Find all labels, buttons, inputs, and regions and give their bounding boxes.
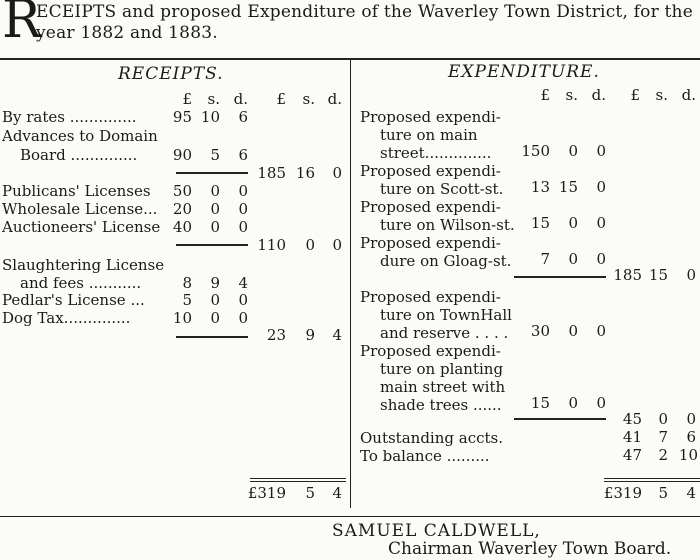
expenditure-total-pounds: £319 <box>603 484 642 502</box>
expenditure-line: and reserve . . . . <box>380 324 509 342</box>
expenditure-pounds: 30 <box>530 322 550 340</box>
receipts-header-shillings-2: s. <box>302 90 315 108</box>
receipts-total-pounds: £319 <box>247 484 286 502</box>
receipt-label: Dog Tax.............. <box>2 309 131 327</box>
receipts-header-pence: d. <box>233 90 248 108</box>
receipt-pounds: 95 <box>172 108 192 126</box>
expenditure-other-shillings: 2 <box>658 446 668 464</box>
expenditure-other-pounds: 47 <box>622 446 642 464</box>
receipts-subtotal-shillings: 0 <box>305 236 315 254</box>
expenditure-line: ture on Wilson-st. <box>380 216 515 234</box>
expenditure-other-label: To balance ......... <box>360 447 490 465</box>
expenditure-line: Proposed expendi- <box>360 108 501 126</box>
expenditure-header-shillings-2: s. <box>655 86 668 104</box>
expenditure-line: ture on planting <box>380 360 504 378</box>
expenditure-pence: 0 <box>596 394 606 412</box>
receipt-shillings: 9 <box>210 274 220 292</box>
expenditure-shillings: 0 <box>568 142 578 160</box>
receipt-label: Advances to Domain <box>2 127 158 145</box>
receipts-subtotal-pence: 0 <box>332 164 342 182</box>
receipts-total-rule-2 <box>250 481 346 482</box>
bottom-rule <box>0 516 700 517</box>
expenditure-shillings: 15 <box>558 178 578 196</box>
receipt-shillings: 10 <box>200 108 220 126</box>
expenditure-pounds: 15 <box>530 214 550 232</box>
receipt-pounds: 90 <box>172 146 192 164</box>
receipts-subtotal-shillings: 16 <box>295 164 315 182</box>
expenditure-sum-rule <box>514 418 606 420</box>
signature-name: SAMUEL CALDWELL, <box>332 521 541 541</box>
receipt-pounds: 5 <box>182 291 192 309</box>
expenditure-total-pence: 4 <box>686 484 696 502</box>
expenditure-total-shillings: 5 <box>658 484 668 502</box>
receipts-subtotal-pounds: 23 <box>266 326 286 344</box>
receipt-label: By rates .............. <box>2 108 137 126</box>
expenditure-line: dure on Gloag-st. <box>380 252 512 270</box>
receipt-label: Slaughtering License <box>2 256 165 274</box>
receipts-subtotal-shillings: 9 <box>305 326 315 344</box>
receipts-total-shillings: 5 <box>305 484 315 502</box>
expenditure-line: shade trees ...... <box>380 396 502 414</box>
title-line-1: ECEIPTS and proposed Expenditure of the Waverley Town District, for the <box>36 2 693 22</box>
expenditure-other-label: Outstanding accts. <box>360 429 503 447</box>
receipt-shillings: 0 <box>210 309 220 327</box>
column-divider <box>350 60 351 508</box>
expenditure-subtotal-shillings: 15 <box>648 266 668 284</box>
receipt-shillings: 5 <box>210 146 220 164</box>
expenditure-pounds: 150 <box>521 142 550 160</box>
expenditure-pounds: 13 <box>530 178 550 196</box>
expenditure-line: Proposed expendi- <box>360 198 501 216</box>
receipt-pounds: 20 <box>172 200 192 218</box>
expenditure-pence: 0 <box>596 178 606 196</box>
receipts-header-pence-2: d. <box>327 90 342 108</box>
expenditure-shillings: 0 <box>568 322 578 340</box>
receipt-pence: 0 <box>238 309 248 327</box>
receipts-subtotal-pounds: 110 <box>257 236 286 254</box>
receipt-label: Auctioneers' License <box>2 218 161 236</box>
receipt-label: Wholesale License... <box>2 200 158 218</box>
receipt-label: Board .............. <box>20 146 138 164</box>
receipt-shillings: 0 <box>210 200 220 218</box>
receipt-pence: 6 <box>238 146 248 164</box>
expenditure-subtotal-pounds: 185 <box>613 266 642 284</box>
receipt-shillings: 0 <box>210 291 220 309</box>
expenditure-line: ture on TownHall <box>380 306 512 324</box>
receipt-pounds: 40 <box>172 218 192 236</box>
receipt-pence: 0 <box>238 291 248 309</box>
receipts-heading: RECEIPTS. <box>118 64 224 84</box>
expenditure-other-pence: 10 <box>678 446 698 464</box>
receipt-shillings: 0 <box>210 218 220 236</box>
receipts-total-pence: 4 <box>332 484 342 502</box>
receipts-subtotal-pence: 0 <box>332 236 342 254</box>
expenditure-subtotal-pence: 0 <box>686 266 696 284</box>
expenditure-pence: 0 <box>596 214 606 232</box>
receipt-pence: 0 <box>238 182 248 200</box>
receipt-label: and fees ........... <box>20 274 142 292</box>
expenditure-subtotal-pence: 0 <box>686 410 696 428</box>
receipts-subtotal-pence: 4 <box>332 326 342 344</box>
expenditure-pence: 0 <box>596 322 606 340</box>
receipts-header-shillings: s. <box>207 90 220 108</box>
receipt-pence: 6 <box>238 108 248 126</box>
receipts-sum-rule <box>176 172 248 174</box>
receipt-pounds: 50 <box>172 182 192 200</box>
expenditure-sum-rule <box>514 276 606 278</box>
title-drop-cap: R <box>2 0 42 50</box>
receipts-total-rule <box>250 478 346 479</box>
title-line-2: year 1882 and 1883. <box>36 23 218 43</box>
receipt-pence: 4 <box>238 274 248 292</box>
receipt-label: Pedlar's License ... <box>2 291 145 309</box>
receipt-label: Publicans' Licenses <box>2 182 151 200</box>
receipt-pounds: 8 <box>182 274 192 292</box>
expenditure-line: Proposed expendi- <box>360 234 501 252</box>
expenditure-line: Proposed expendi- <box>360 288 501 306</box>
expenditure-subtotal-pounds: 45 <box>622 410 642 428</box>
expenditure-header-shillings: s. <box>565 86 578 104</box>
expenditure-header-pence: d. <box>591 86 606 104</box>
expenditure-header-pounds: £ <box>540 86 550 104</box>
expenditure-line: street.............. <box>380 144 492 162</box>
expenditure-line: main street with <box>380 378 506 396</box>
expenditure-line: ture on main <box>380 126 478 144</box>
expenditure-line: ture on Scott-st. <box>380 180 504 198</box>
expenditure-total-rule <box>604 478 700 479</box>
expenditure-header-pounds-2: £ <box>630 86 640 104</box>
expenditure-heading: EXPENDITURE. <box>448 62 600 82</box>
expenditure-pence: 0 <box>596 142 606 160</box>
expenditure-shillings: 0 <box>568 250 578 268</box>
receipt-pounds: 10 <box>172 309 192 327</box>
expenditure-other-shillings: 7 <box>658 428 668 446</box>
receipts-header-pounds: £ <box>182 90 192 108</box>
expenditure-other-pounds: 41 <box>622 428 642 446</box>
expenditure-other-pence: 6 <box>686 428 696 446</box>
signature-title: Chairman Waverley Town Board. <box>388 539 672 559</box>
expenditure-shillings: 0 <box>568 214 578 232</box>
expenditure-line: Proposed expendi- <box>360 162 501 180</box>
receipt-shillings: 0 <box>210 182 220 200</box>
receipts-sum-rule <box>176 244 248 246</box>
expenditure-total-rule-2 <box>604 481 700 482</box>
expenditure-header-pence-2: d. <box>681 86 696 104</box>
expenditure-shillings: 0 <box>568 394 578 412</box>
receipt-pence: 0 <box>238 218 248 236</box>
expenditure-subtotal-shillings: 0 <box>658 410 668 428</box>
expenditure-line: Proposed expendi- <box>360 342 501 360</box>
expenditure-pence: 0 <box>596 250 606 268</box>
expenditure-pounds: 7 <box>540 250 550 268</box>
expenditure-pounds: 15 <box>530 394 550 412</box>
receipts-sum-rule <box>176 336 248 338</box>
receipt-pence: 0 <box>238 200 248 218</box>
receipts-header-pounds-2: £ <box>276 90 286 108</box>
receipts-subtotal-pounds: 185 <box>257 164 286 182</box>
